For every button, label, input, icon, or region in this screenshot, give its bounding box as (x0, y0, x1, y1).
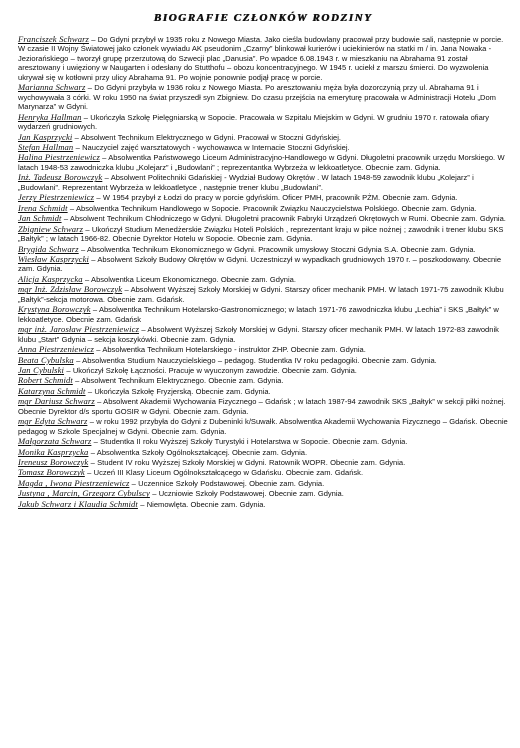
biography-entry (18, 245, 508, 254)
biography-entry (18, 479, 508, 488)
biography-text: – w roku 1992 przybyła do Gdyni z Dubeninki k/Suwałk. Absolwentka Akademii Wychowania Fizycznego – Gdańsk. Obecnie pedagog w Szkole Specjalnej w Gdyni. Obecnie zam. Gdynia. (18, 417, 508, 436)
person-name: mgr Dariusz Schwarz (18, 396, 95, 407)
biography-entry (18, 325, 508, 344)
person-name: Wiesław Kasprzycki (18, 253, 89, 264)
biography-entry (18, 468, 508, 477)
biography-text: – Absolwent Wyższej Szkoły Morskiej w Gdyni. Starszy oficer mechanik PMH. W latach 1972-83 zawodnik klubu „Start” Gdynia – sekcja koszykówki. Obecnie zam. Gdynia. (18, 325, 499, 344)
biography-text: – Absolwent Technikum Elektrycznego. Obecnie zam. Gdynia. (72, 376, 284, 386)
person-name: Ireneusz Borowczyk (18, 457, 89, 468)
biography-text: – Absolwentka Technikum Hotelarskiego - instruktor ZHP. Obecnie zam. Gdynia. (93, 345, 366, 355)
biography-entry (18, 214, 508, 223)
biography-entry (18, 255, 508, 274)
biography-text: – Ukończyła Szkołę Fryzjerską. Obecnie zam. Gdynia. (85, 386, 271, 396)
person-name: Krystyna Borowczyk (18, 304, 91, 315)
biography-text: – Uczniowie Szkoły Podstawowej. Obecnie zam. Gdynia. (149, 489, 344, 499)
biography-entry (18, 366, 508, 375)
biography-entry (18, 173, 508, 192)
person-name: Brygida Schwarz (18, 243, 79, 254)
biography-text: – Uczeń III Klasy Liceum Ogólnokształcącego w Gdańsku. Obecnie zam. Gdańsk. (84, 468, 364, 478)
person-name: Alicja Kasprzycka (18, 273, 83, 284)
biography-entry (18, 35, 508, 82)
person-name: Zbigniew Schwarz (18, 223, 84, 234)
person-name: Anna Piestrzeniewicz (18, 344, 94, 355)
biography-entry (18, 305, 508, 324)
person-name: Beata Cybulska (18, 354, 74, 365)
person-name: Henryka Hallman (18, 111, 82, 122)
person-name: Justyna , Marcin, Grzegorz Cybulscy (18, 488, 150, 499)
biography-text: – Absolwent Akademii Wychowania Fizycznego – Gdańsk ; w latach 1987-94 zawodnik SKS „Bałtyk” w sekcji piłki nożnej. Obecnie Dyrektor d/s sportu GOSIR w Gdyni. Obecnie zam. Gdynia. (18, 397, 506, 416)
biography-entry (18, 225, 508, 244)
biography-entry (18, 489, 508, 498)
biography-text: – Ukończył Studium Menedżerskie Związku Hoteli Polskich , reprezentant kraju w piłce nożnej ; zawodnik i trener klubu SKS „Bałtyk” ; w latach 1966-82. Obecnie Dyrektor Hotelu w Sopocie. Obecnie zam. Gdynia. (18, 224, 504, 244)
biography-text: – Ukończyła Szkołę Pielęgniarską w Sopocie. Pracowała w Szpitalu Miejskim w Gdyni. W grudniu 1970 r. ratowała ofiary wydarzeń grudniowych. (18, 112, 490, 132)
document-title: BIOGRAFIE CZŁONKÓW RODZINY (153, 12, 373, 24)
person-name: Jan Kasprzycki (18, 131, 73, 142)
biography-text: – Absolwentka Liceum Ekonomicznego. Obecnie zam. Gdynia. (82, 274, 296, 284)
biography-text: – Niemowlęta. Obecnie zam. Gdynia. (137, 499, 266, 509)
person-name: mgr Edyta Schwarz (18, 416, 88, 427)
person-name: Robert Schmidt (18, 375, 73, 386)
biography-entry (18, 397, 508, 416)
biography-entry (18, 500, 508, 509)
biography-text: – Do Gdyni przybyła w 1936 roku z Nowego Miasta. Po aresztowaniu męża była dozorczynią przy ul. Abrahama 91 i wychowywała 3 córki. W roku 1950 na świat przyszedł syn Zbigniew. Do czasu przejścia na emeryturę pracowała w Administracji Hotelu „Dom Marynarza” w Gdyni. (18, 83, 496, 112)
biography-entry (18, 193, 508, 202)
person-name: Halina Piestrzeniewicz (18, 152, 100, 163)
person-name: Magda , Iwona Piestrzeniewicz (18, 477, 130, 488)
biography-text: – Absolwentka Szkoły Ogólnokształcącej. Obecnie zam. Gdynia. (88, 447, 308, 457)
biography-entry (18, 204, 508, 213)
biography-entry (18, 275, 508, 284)
biography-text: – Studentka II roku Wyższej Szkoły Turystyki i Hotelarstwa w Sopocie. Obecnie zam. Gdynia. (91, 437, 408, 447)
biography-text: – Absolwent Szkoły Budowy Okrętów w Gdyni. Uczestniczył w wypadkach grudniowych 1970 r. – poszkodowany. Obecnie zam. Gdynia. (18, 254, 502, 274)
person-name: Jan Schmidt (18, 213, 62, 224)
biography-entry (18, 345, 508, 354)
biography-entry (18, 448, 508, 457)
person-name: mgr inż. Jarosław Piestrzeniewicz (18, 324, 140, 335)
biography-text: – Absolwent Technikum Chłodniczego w Gdyni. Długoletni pracownik Fabryki Urządzeń Okrętowych w Rumi. Obecnie zam. Gdynia. (61, 214, 506, 224)
biography-text: – W 1954 przybył z Łodzi do pracy w porcie gdyńskim. Oficer PMH, pracownik PŻM. Obecnie zam. Gdynia. (94, 193, 458, 203)
person-name: Katarzyna Schmidt (18, 385, 86, 396)
person-name: Jakub Schwarz i Klaudia Schmidt (18, 498, 138, 509)
biography-entry (18, 113, 508, 132)
person-name: Jan Cybulski (18, 364, 65, 375)
person-name: Irena Schmidt (18, 202, 68, 213)
biography-text: – Absolwentka Państwowego Liceum Administracyjno-Handlowego w Gdyni. Długoletni pracownik urzędu Morskiego. W latach 1948-53 zawodniczka klubu „Kolejarz” i „Budowlani” ; reprezentantka Wybrzeża w lekkoatletyce. Obecnie zam. Gdynia. (18, 153, 505, 172)
biography-text: – Absolwent Politechniki Gdańskiej - Wydział Budowy Okrętów . W latach 1948-59 zawodnik klubu „Kolejarz” i „Budowlani”. Reprezentant Wybrzeża w lekkoatletyce , następnie trener klubu „Budowlani”. (18, 173, 474, 192)
person-name: Monika Kasprzycka (18, 446, 89, 457)
biography-entry (18, 417, 508, 436)
person-name: Tomasz Borowczyk (18, 467, 85, 478)
person-name: Franciszek Schwarz (18, 34, 89, 44)
biography-entry (18, 133, 508, 142)
person-name: mgr Inż. Zdzisław Borowczyk (18, 284, 123, 295)
biography-text: – Absolwentka Studium Nauczycielskiego – pedagog. Studentka IV roku pedagogiki. Obecnie zam. Gdynia. (73, 355, 437, 365)
biography-text: – Ukończył Szkołę Łączności. Pracuje w wyuczonym zawodzie. Obecnie zam. Gdynia. (64, 365, 357, 375)
biography-text: – Absolwentka Technikum Hotelarsko-Gastronomicznego; w latach 1971-76 zawodniczka klubu „Lechia” i SKS „Bałtyk” w lekkoatletyce. Obecnie zam. Gdańsk (18, 305, 499, 324)
biography-entry (18, 387, 508, 396)
biography-entry (18, 437, 508, 446)
person-name: Stefan Hallman (18, 141, 74, 152)
person-name: Marianna Schwarz (18, 82, 86, 93)
biography-text: – Nauczyciel zajęć warsztatowych - wychowawca w Internacie Stoczni Gdyńskiej. (73, 142, 350, 152)
person-name: Jerzy Piestrzeniewicz (18, 192, 95, 203)
biography-text: – Student IV roku Wyższej Szkoły Morskiej w Gdyni. Ratownik WOPR. Obecnie zam. Gdynia. (88, 458, 406, 468)
biography-entry (18, 83, 508, 111)
biography-text: – Absolwentka Technikum Handlowego w Sopocie. Pracownik Związku Nauczycielstwa Polskiego. Obecnie zam. Gdynia. (67, 203, 477, 213)
biography-text: – Absolwent Technikum Elektrycznego w Gdyni. Pracował w Stoczni Gdyńskiej. (72, 132, 341, 142)
biography-text: – Absolwentka Technikum Ekonomicznego w Gdyni. Pracownik umysłowy Stoczni Gdynia S.A. Obecnie zam. Gdynia. (78, 244, 476, 254)
biography-list (18, 35, 508, 509)
biography-entry (18, 376, 508, 385)
biography-entry (18, 458, 508, 467)
biography-text: – Do Gdyni przybył w 1935 roku z Nowego Miasta. Jako cieśla budowlany pracował przy budowie sali, następnie w porcie. W czasie II Wojny Światowej jako członek wywiadu AK pseudonim „Czarny” blinkował kurierów i uciekinierów na statki m / in. Jana Nowaka - Jeziorańskiego – tworzył grupę przerzutową do Szwecji plac „Danusia”. Po wpadce 6.08.1943 r. w mieszkaniu na Abrahama 91 został aresztowany i uwięziony w Naugarten i odesłany do Stutthofu – obozu koncentracyjnego. W 1945 r. uciekł z marszu śmierci. Do wyzwolenia ukrywał się w kotłowni przy ulicy Abrahama 91. Po wojnie ponownie podjął pracę w porcie. (18, 35, 504, 82)
biography-entry (18, 356, 508, 365)
biography-entry (18, 285, 508, 304)
biography-text: – Uczennice Szkoły Podstawowej. Obecnie zam. Gdynia. (129, 478, 325, 488)
biography-entry (18, 143, 508, 152)
person-name: Małgorzata Schwarz (18, 436, 92, 447)
person-name: Inż. Tadeusz Borowczyk (18, 172, 103, 183)
biography-entry (18, 153, 508, 172)
biography-text: – Absolwent Wyższej Szkoły Morskiej w Gdyni. Starszy oficer mechanik PMH. W latach 1971-75 zawodnik Klubu „Bałtyk”-sekcja motorowa. Obecnie zam. Gdańsk. (18, 285, 504, 304)
